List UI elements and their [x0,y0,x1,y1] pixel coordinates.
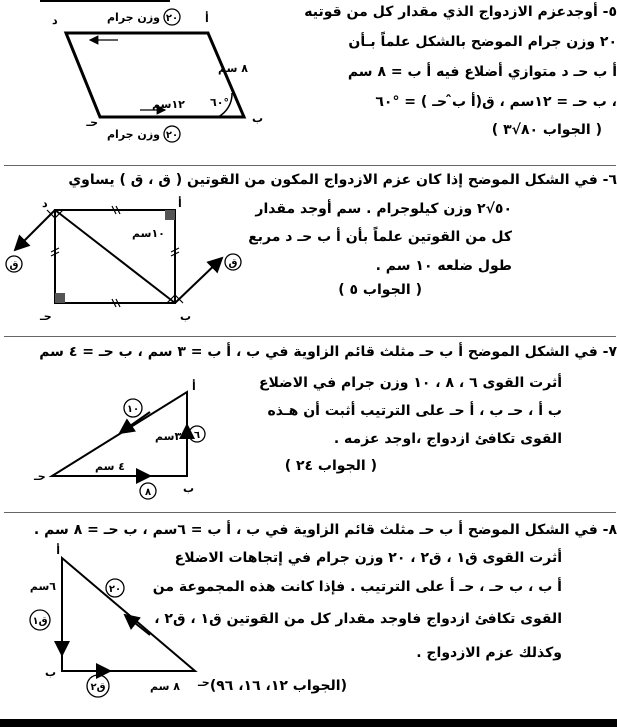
p7-vertex-b: ب [183,482,195,495]
p6-line-1: ٦- في الشكل الموضح إذا كان عزم الازدواج المكون من القوتين ( ق ، ق ) يساوي [68,172,617,188]
separator-3 [4,512,616,513]
p5-line-4: ، ب حـ = ١٢سم ، ق(أ ب̂ حـ ) = °٦٠ [375,94,617,110]
p7-side-ab: ٣سم [155,430,182,443]
separator-2 [4,336,616,337]
p8-vertex-b: ب [45,666,57,679]
p8-force-1-label: ق١ [32,616,48,627]
p5-answer: ( الجواب ٨٠√٣ ) [491,122,602,138]
p8-side-ab: ٦سم [29,580,56,593]
triangle-shape [62,558,195,671]
p6-line-4: طول ضلعه ١٠ سم . [375,258,512,274]
p6-vertex-a: أ [178,197,182,210]
p5-angle-label: ٦٠° [210,96,229,109]
p5-top-force-value: ٢٠ [165,13,179,24]
p7-side-bc: ٤ سم [95,460,125,473]
p7-vertex-c: حـ [34,470,46,483]
p6-vertex-b: ب [180,310,192,323]
p8-line-3: أ ب ، ب حـ ، حـ أ على الترتيب . فإذا كانت هذه المجموعة من [152,579,562,595]
p6-line-2: ٥٠√٢ وزن كيلوجرام . سم أوجد مقدار [255,201,512,217]
p5-side-ab: ٨ سم [218,62,248,75]
p5-side-bc: ١٢سم [152,98,185,111]
p8-vertex-c: حـ [198,676,210,689]
p7-force-ac-arrow [120,412,150,433]
p6-left-force-label: ق [9,260,19,271]
p7-line-1: ٧- في الشكل الموضح أ ب حـ مثلث قائم الزاوية في ب ، أ ب = ٣ سم ، ب حـ = ٤ سم [39,344,617,360]
right-angle-marker-c [55,293,65,303]
p8-force-3-value: ٢٠ [108,584,122,595]
diagonal [55,210,175,303]
p8-answer: (الجواب ١٢، ١٦، ٩٦) [209,678,347,694]
p7-answer: ( الجواب ٢٤ ) [284,458,377,474]
p7-line-2: أثرت القوى ٦ ، ٨ ، ١٠ وزن جرام في الاضلاع [258,375,562,391]
p8-line-5: وكذلك عزم الازدواج . [416,645,562,661]
right-angle-marker-a [165,210,175,220]
p5-line-1: ٥- أوجدعزم الازدواج الذي مقدار كل من قوتيه [304,4,617,20]
p6-vertex-c: حـ [40,310,52,323]
p8-force-3-arrow [125,615,150,635]
p6-figure-square [0,190,250,330]
p6-right-force-label: ق [228,258,238,269]
p5-vertex-c: حـ [86,116,98,129]
p6-side-label: ١٠سم [132,227,165,240]
p8-vertex-a: أ [56,544,60,557]
p7-force-bc-value: ٨ [144,487,152,498]
p7-force-ac-value: ١٠ [126,404,140,415]
p5-vertex-d: د [52,14,58,27]
p7-figure-triangle [0,370,230,510]
p7-line-3: ب أ ، حـ ب ، أ حـ على الترتيب أثبت أن هـذه [267,403,562,419]
left-force-arrow [15,210,55,250]
p8-line-2: أثرت القوى ق١ ، ق٢ ، ٢٠ وزن جرام في إتجاهات الاضلاع [174,550,562,566]
p5-line-3: أ ب حـ د متوازي أضلاع فيه أ ب = ٨ سم [347,64,617,80]
p7-force-ab-value: ٦ [193,430,201,441]
p8-side-bc: ٨ سم [150,680,180,693]
page-bottom-edge [0,719,617,727]
p6-answer: ( الجواب ٥ ) [338,282,422,298]
p8-force-2-label: ق٢ [90,682,106,693]
separator-1 [4,165,616,166]
p5-figure-parallelogram [0,0,300,170]
p7-vertex-a: أ [192,380,196,393]
p5-line-2: ٢٠ وزن جرام الموضح بالشكل علماً بـأن [348,34,617,50]
p8-figure-triangle [0,540,230,710]
p8-line-1: ٨- في الشكل الموضح أ ب حـ مثلث قائم الزاوية في ب ، أ ب = ٦سم ، ب حـ = ٨ سم . [33,522,617,538]
p5-bottom-force-label: وزن جرام [107,128,160,141]
p5-vertex-b: ب [252,112,264,125]
p6-line-3: كل من القوتين علماً بأن أ ب حـ د مربع [248,229,512,245]
p8-line-4: القوى تكافئ ازدواج فاوجد مقدار كل من القوتين ق١ ، ق٢ ، [154,611,562,627]
p5-bottom-force-value: ٢٠ [165,130,179,141]
p5-top-force-label: وزن جرام [107,11,160,24]
p6-vertex-d: د [42,197,48,210]
p5-vertex-a: أ [205,12,209,25]
right-force-arrow [175,258,222,303]
p7-line-4: القوى تكافئ ازدواج ،اوجد عزمه . [333,431,562,447]
